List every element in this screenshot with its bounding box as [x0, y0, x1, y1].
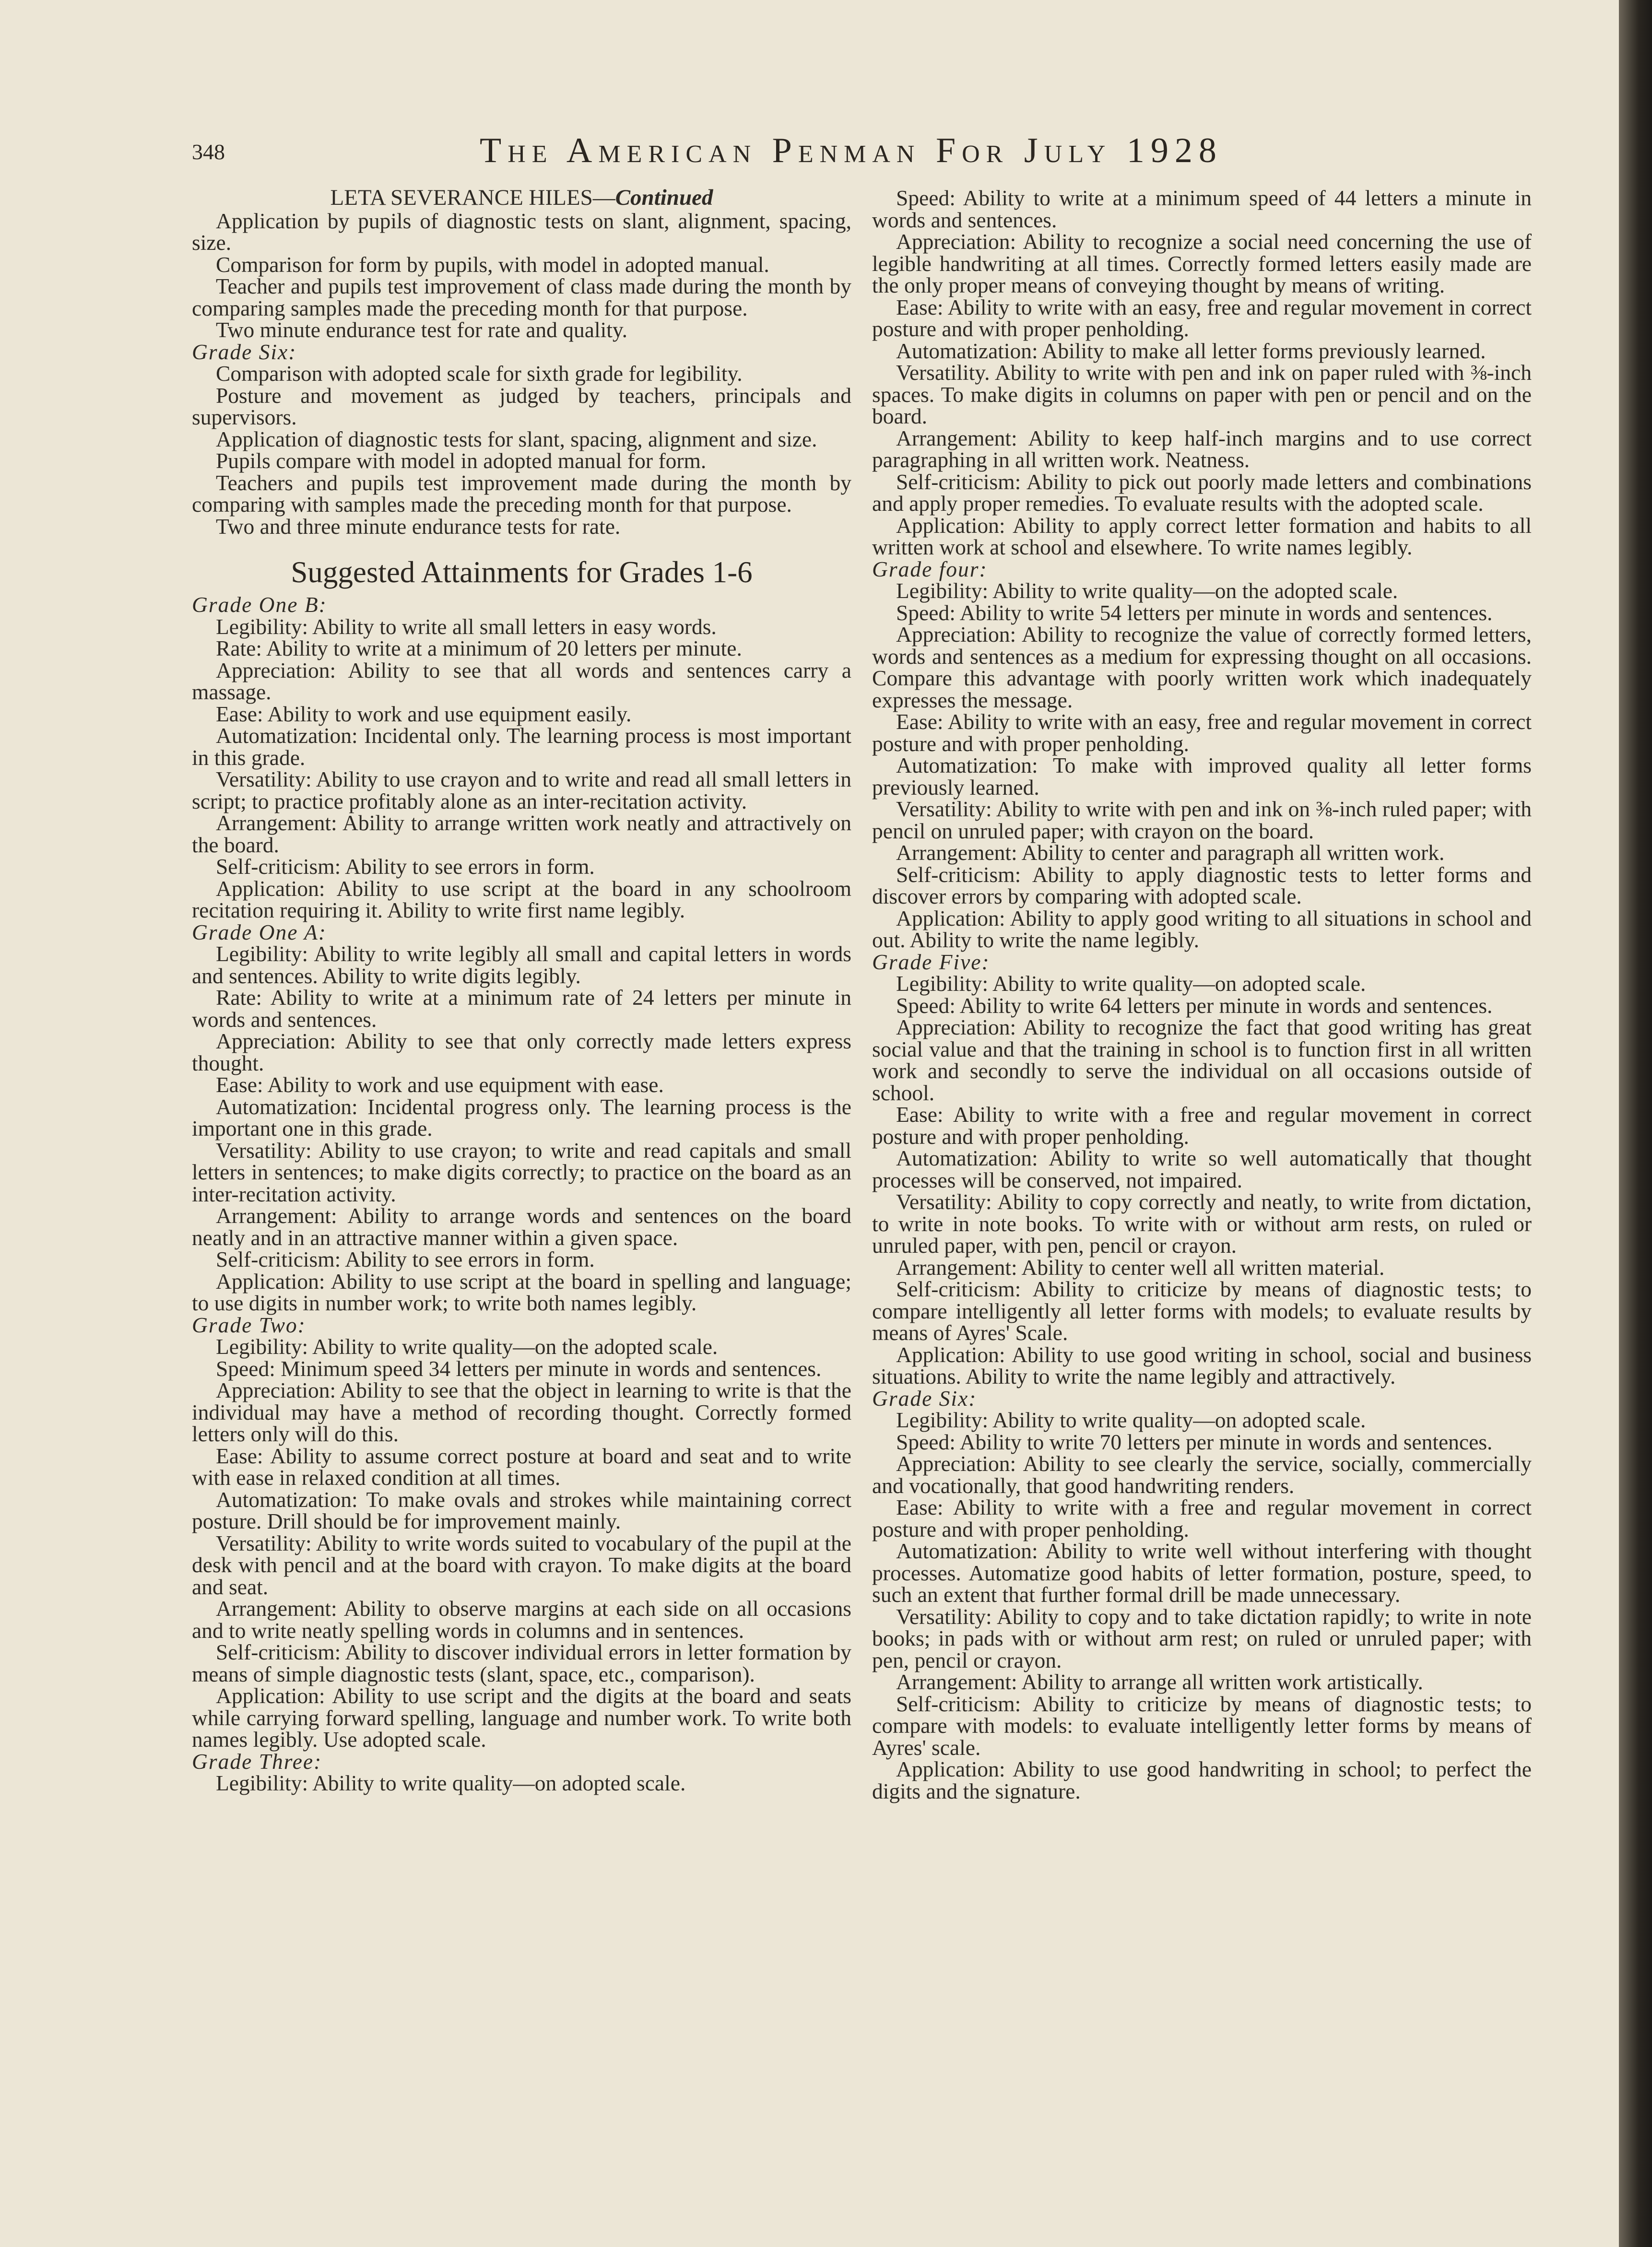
paragraph: Legibility: Ability to write legibly all small and capital letters in words and sentences. Ability to write digits legibly.	[192, 941, 851, 988]
grade-heading: Grade One A:	[192, 919, 327, 944]
paragraph: Appreciation: Ability to see that all words and sentences carry a massage.	[192, 658, 851, 704]
paragraph: Application: Ability to use script at the board in spelling and language; to use digits in number work; to write both names legibly.	[192, 1269, 851, 1315]
paragraph: Teacher and pupils test improvement of class made during the month by comparing samples made the preceding month for that purpose.	[192, 274, 851, 320]
paragraph: Speed: Ability to write at a minimum speed of 44 letters a minute in words and sentences.	[872, 186, 1532, 232]
paragraph: Application: Ability to use script and the digits at the board and seats while carrying forward spelling, language and number work. To write both names legibly. Use adopted scale.	[192, 1683, 851, 1752]
right-column	[872, 187, 1532, 1802]
paragraph: Ease: Ability to write with an easy, free and regular movement in correct posture and with proper penholding.	[872, 294, 1532, 341]
paragraph: Application: Ability to use script at the board in any schoolroom recitation requiring it. Ability to write first name legibly.	[192, 876, 851, 922]
paragraph: Legibility: Ability to write quality—on adopted scale.	[896, 971, 1366, 996]
running-title: The American Penman For July 1928	[480, 131, 1223, 170]
grade-heading: Grade Five:	[872, 949, 990, 974]
paragraph: Application: Ability to apply correct letter formation and habits to all written work at school and elsewhere. To write names legibly.	[872, 513, 1532, 559]
paragraph: Ease: Ability to write with a free and regular movement in correct posture and with proper penholding.	[872, 1495, 1532, 1541]
paragraph: Application of diagnostic tests for slant, spacing, alignment and size.	[216, 426, 817, 451]
paragraph: Automatization: Ability to make all letter forms previously learned.	[896, 338, 1486, 363]
paragraph: Legibility: Ability to write quality—on the adopted scale.	[896, 578, 1398, 603]
paragraph: Versatility: Ability to write words suited to vocabulary of the pupil at the desk with pencil and at the board with crayon. To make digits at the board and seat.	[192, 1530, 851, 1599]
paragraph: Versatility: Ability to copy and to take dictation rapidly; to write in note books; in pads with or without arm rest; on ruled or unruled paper; with pen, pencil or crayon.	[872, 1604, 1532, 1672]
page-binding-edge	[1619, 0, 1652, 2247]
paragraph: Speed: Ability to write 64 letters per minute in words and sentences.	[896, 993, 1493, 1018]
paragraph: Arrangement: Ability to keep half-inch margins and to use correct paragraphing in all written work. Neatness.	[872, 425, 1532, 472]
article-heading	[192, 187, 851, 209]
paragraph: Legibility: Ability to write quality—on adopted scale.	[216, 1771, 686, 1795]
paragraph: Versatility. Ability to write with pen and ink on paper ruled with ⅜-inch spaces. To make digits in columns on paper with pen or pencil and on the board.	[872, 360, 1532, 428]
paragraph: Self-criticism: Ability to see errors in form.	[216, 1247, 595, 1271]
paragraph: Automatization: To make ovals and strokes while maintaining correct posture. Drill should be for improvement mainly.	[192, 1487, 851, 1533]
grade-heading: Grade Six:	[872, 1386, 977, 1411]
continued-label: Continued	[615, 185, 713, 210]
paragraph: Arrangement: Ability to arrange written work neatly and attractively on the board.	[192, 811, 851, 857]
paragraph: Appreciation: Ability to recognize a social need concerning the use of legible handwriting at all times. Correctly formed letters easily made are the only proper means of conveying thought by means of writing.	[872, 229, 1532, 297]
paragraph: Automatization: To make with improved quality all letter forms previously learned.	[872, 753, 1532, 800]
paragraph: Legibility: Ability to write quality—on the adopted scale.	[216, 1334, 718, 1359]
paragraph: Arrangement: Ability to center and paragraph all written work.	[896, 840, 1445, 865]
paragraph: Self-criticism: Ability to criticize by means of diagnostic tests; to compare with models: to evaluate intelligently letter forms by means of Ayres' scale.	[872, 1691, 1532, 1760]
page-number: 348	[192, 140, 225, 164]
paragraph: Application by pupils of diagnostic tests on slant, alignment, spacing, size.	[192, 208, 851, 255]
paragraph: Appreciation: Ability to see that only correctly made letters express thought.	[192, 1029, 851, 1075]
paragraph: Appreciation: Ability to see clearly the service, socially, commercially and vocationally, that good handwriting renders.	[872, 1451, 1532, 1498]
grade-heading: Grade Three:	[192, 1749, 322, 1774]
paragraph: Arrangement: Ability to center well all written material.	[896, 1255, 1385, 1280]
paragraph: Automatization: Ability to write so well automatically that thought processes will be conserved, not impaired.	[872, 1146, 1532, 1192]
paragraph: Self-criticism: Ability to discover individual errors in letter formation by means of simple diagnostic tests (slant, space, etc., comparison).	[192, 1640, 851, 1686]
grade-heading: Grade four:	[872, 556, 988, 581]
paragraph: Comparison for form by pupils, with model in adopted manual.	[216, 252, 769, 277]
paragraph: Teachers and pupils test improvement made during the month by comparing with samples made the preceding month for that purpose.	[192, 470, 851, 517]
paragraph: Ease: Ability to assume correct posture at board and seat and to write with ease in relaxed condition at all times.	[192, 1443, 851, 1490]
grade-heading: Grade Two:	[192, 1312, 306, 1337]
paragraph: Ease: Ability to write with a free and regular movement in correct posture and with proper penholding.	[872, 1102, 1532, 1149]
paragraph: Speed: Ability to write 54 letters per minute in words and sentences.	[896, 600, 1493, 625]
paragraph: Versatility: Ability to write with pen and ink on ⅜-inch ruled paper; with pencil on unruled paper; with crayon on the board.	[872, 797, 1532, 843]
paragraph: Posture and movement as judged by teachers, principals and supervisors.	[192, 383, 851, 429]
paragraph: Speed: Ability to write 70 letters per minute in words and sentences.	[896, 1429, 1493, 1454]
paragraph: Two and three minute endurance tests for rate.	[216, 514, 621, 539]
paragraph: Arrangement: Ability to arrange words and sentences on the board neatly and in an attractive manner within a given space.	[192, 1203, 851, 1250]
paragraph: Versatility: Ability to use crayon and to write and read all small letters in script; to practice profitably alone as an inter-recitation activity.	[192, 767, 851, 813]
section-title: Suggested Attainments for Grades 1-6	[291, 555, 753, 589]
paragraph: Pupils compare with model in adopted manual for form.	[216, 448, 707, 473]
paragraph: Rate: Ability to write at a minimum rate of 24 letters per minute in words and sentences.	[192, 985, 851, 1032]
paragraph: Ease: Ability to write with an easy, free and regular movement in correct posture and with proper penholding.	[872, 709, 1532, 756]
paragraph: Self-criticism: Ability to apply diagnostic tests to letter forms and discover errors by comparing with adopted scale.	[872, 862, 1532, 908]
grade-heading: Grade One B:	[192, 592, 327, 617]
paragraph: Automatization: Incidental progress only. The learning process is the important one in this grade.	[192, 1094, 851, 1141]
paragraph: Self-criticism: Ability to criticize by means of diagnostic tests; to compare intelligently all letter forms with models; to evaluate results by means of Ayres' Scale.	[872, 1277, 1532, 1345]
paragraph: Arrangement: Ability to observe margins at each side on all occasions and to write neatly spelling words in columns and in sentences.	[192, 1596, 851, 1643]
grade-heading: Grade Six:	[192, 339, 297, 364]
paragraph: Comparison with adopted scale for sixth grade for legibility.	[216, 361, 743, 386]
paragraph: Legibility: Ability to write all small letters in easy words.	[216, 614, 717, 639]
left-column	[192, 187, 851, 1794]
paragraph: Versatility: Ability to use crayon; to write and read capitals and small letters in sentences; to make digits correctly; to practice on the board as an inter-recitation activity.	[192, 1138, 851, 1206]
paragraph: Application: Ability to apply good writing to all situations in school and out. Ability to write the name legibly.	[872, 906, 1532, 952]
paragraph: Self-criticism: Ability to see errors in form.	[216, 854, 595, 879]
paragraph: Rate: Ability to write at a minimum of 20 letters per minute.	[216, 636, 742, 660]
author-name: LETA SEVERANCE HILES—	[330, 185, 615, 210]
paragraph: Appreciation: Ability to recognize the fact that good writing has great social value and that the training in school is to function first in all written work and secondly to serve the individual on all occasions outside of school.	[872, 1015, 1532, 1105]
paragraph: Ease: Ability to work and use equipment easily.	[216, 701, 632, 726]
paragraph: Speed: Minimum speed 34 letters per minute in words and sentences.	[216, 1356, 822, 1381]
paragraph: Two minute endurance test for rate and quality.	[216, 318, 628, 342]
paragraph: Application: Ability to use good handwriting in school; to perfect the digits and the signature.	[872, 1757, 1532, 1803]
paragraph: Arrangement: Ability to arrange all written work artistically.	[896, 1670, 1423, 1694]
paragraph: Versatility: Ability to copy correctly and neatly, to write from dictation, to write in note books. To write with or without arm rests, on ruled or unruled paper, with pen, pencil or crayon.	[872, 1189, 1532, 1258]
paragraph: Appreciation: Ability to recognize the value of correctly formed letters, words and sentences as a medium for expressing thought on all occasions. Compare this advantage with poorly written work which inadequately expresses the message.	[872, 622, 1532, 712]
paragraph: Automatization: Incidental only. The learning process is most important in this grade.	[192, 723, 851, 770]
paragraph: Application: Ability to use good writing in school, social and business situations. Ability to write the name legibly and attractively.	[872, 1342, 1532, 1388]
paragraph: Appreciation: Ability to see that the object in learning to write is that the individual may have a method of recording thought. Correctly formed letters only will do this.	[192, 1378, 851, 1446]
paragraph: Self-criticism: Ability to pick out poorly made letters and combinations and apply proper remedies. To evaluate results with the adopted scale.	[872, 469, 1532, 516]
paragraph: Automatization: Ability to write well without interfering with thought processes. Automatize good habits of letter formation, posture, speed, to such an extent that further formal drill be made unnecessary.	[872, 1539, 1532, 1607]
paragraph: Ease: Ability to work and use equipment with ease.	[216, 1072, 664, 1097]
paragraph: Legibility: Ability to write quality—on adopted scale.	[896, 1408, 1366, 1432]
